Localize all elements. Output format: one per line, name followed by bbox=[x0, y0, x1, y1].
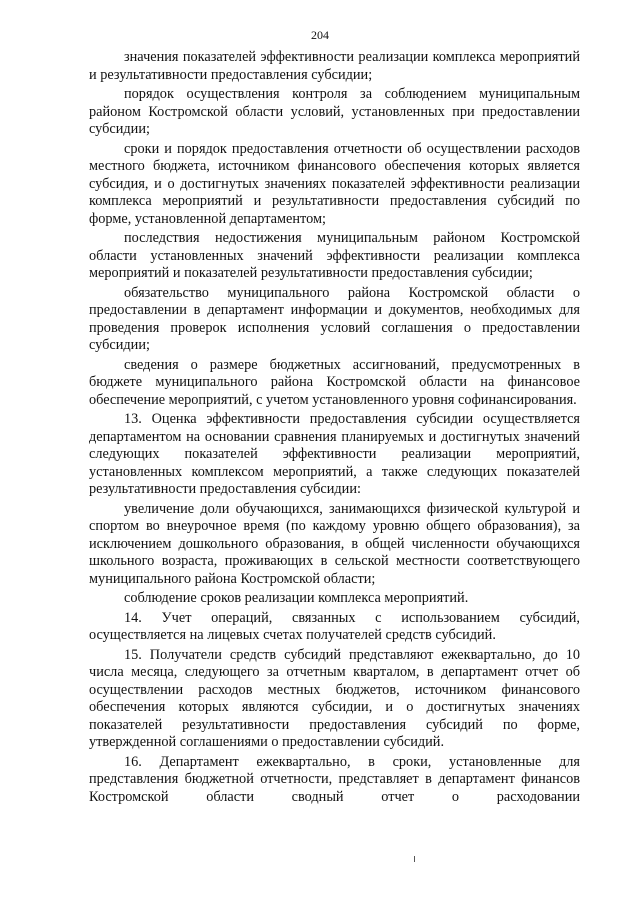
document-body bbox=[89, 49, 580, 808]
paragraph: 13. Оценка эффективности предоставления субсидии осуществляется департаментом на основании сравнения планируемых и достигнутых значений следующих показателей эффективности реализации мероприятий, установленных комплексом мероприятий, а также следующих показателей результативности предоставления субсидии: bbox=[89, 411, 580, 497]
paragraph: сведения о размере бюджетных ассигнований, предусмотренных в бюджете муниципального района Костромской области на финансовое обеспечение мероприятий, с учетом установленного уровня софинансирования. bbox=[89, 356, 580, 408]
scan-mark bbox=[414, 856, 415, 862]
paragraph: порядок осуществления контроля за соблюдением муниципальным районом Костромской области условий, установленных при предоставлении субсидии; bbox=[89, 86, 580, 137]
paragraph: 15. Получатели средств субсидий представляют ежеквартально, до 10 числа месяца, следующего за отчетным кварталом, в департамент отчет об осуществлении расходов местных бюджетов, источником финансового обеспечения которых являются субсидии, и о достигнутых значениях показателей результативности предоставления субсидий по форме, утвержденной соглашениями о предоставлении субсидий. bbox=[89, 646, 580, 750]
page-number: 204 bbox=[311, 28, 329, 42]
paragraph: сроки и порядок предоставления отчетности об осуществлении расходов местного бюджета, источником финансового обеспечения которых является субсидия, и о достигнутых значениях показателей эффективности реализации комплекса мероприятий и результативности предоставления субсидий по форме, установленной департаментом; bbox=[89, 140, 580, 227]
paragraph: значения показателей эффективности реализации комплекса мероприятий и результативности предоставления субсидии; bbox=[89, 49, 580, 83]
paragraph: обязательство муниципального района Костромской области о предоставлении в департамент информации и документов, необходимых для проведения проверок исполнения условий соглашения о предоставлении субсидии; bbox=[89, 284, 580, 353]
paragraph: 14. Учет операций, связанных с использованием субсидий, осуществляется на лицевых счетах получателей средств субсидий. bbox=[89, 609, 580, 643]
paragraph: соблюдение сроков реализации комплекса мероприятий. bbox=[124, 590, 469, 606]
paragraph: 16. Департамент ежеквартально, в сроки, установленные для представления бюджетной отчетности, представляет в департамент финансов Костромской области сводный отчет о расходовании bbox=[89, 753, 580, 805]
paragraph: последствия недостижения муниципальным районом Костромской области установленных значений эффективности реализации комплекса мероприятий и показателей результативности предоставления субсидии; bbox=[89, 230, 580, 281]
paragraph: увеличение доли обучающихся, занимающихся физической культурой и спортом во внеурочное время (по каждому уровню общего образования), за исключением дошкольного образования, в общей численности обучающихся школьного возраста, проживающих в сельской местности соответствующего муниципального района Костромской области; bbox=[89, 500, 580, 587]
